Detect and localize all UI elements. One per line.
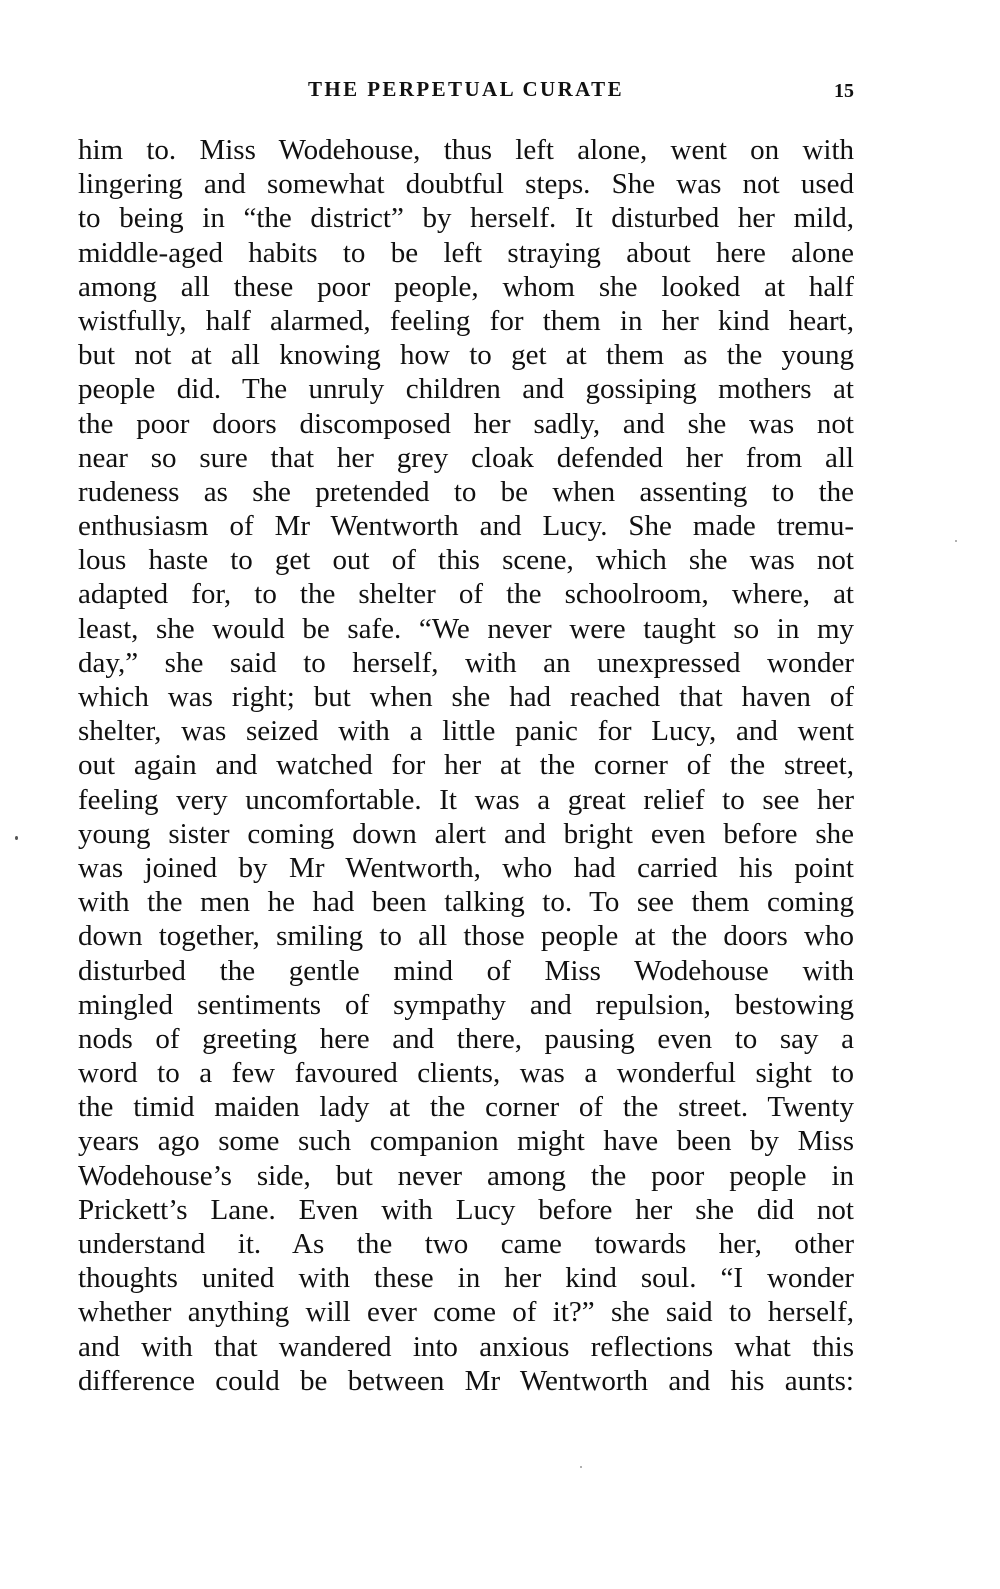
text-line: understand it. As the two came towards her, other — [78, 1228, 854, 1260]
text-line: among all these poor people, whom she looked at half — [78, 270, 854, 303]
text-line: mingled sentiments of sympathy and repulsion, bestowing — [78, 988, 854, 1021]
body-text — [78, 133, 854, 1398]
text-line: middle-aged habits to be left straying about here alone — [78, 236, 854, 269]
text-line: near so sure that her grey cloak defended her from all — [78, 441, 854, 474]
text-line: whether anything will ever come of it?” she said to herself, — [78, 1296, 854, 1329]
text-line: the timid maiden lady at the corner of the street. Twenty — [78, 1091, 854, 1124]
scan-speck — [580, 1466, 582, 1468]
scan-speck — [15, 836, 18, 840]
page-number: 15 — [834, 80, 854, 102]
text-line: shelter, was seized with a little panic for Lucy, and went — [78, 715, 854, 748]
text-line: years ago some such companion might have been by Miss — [78, 1125, 854, 1158]
text-line: difference could be between Mr Wentworth and his aunts: — [78, 1364, 854, 1397]
text-line: word to a few favoured clients, was a wonderful sight to — [78, 1057, 854, 1090]
running-title: THE PERPETUAL CURATE — [308, 77, 624, 101]
text-line: nods of greeting here and there, pausing even to say a — [78, 1022, 854, 1055]
text-line: the poor doors discomposed her sadly, and she was not — [78, 407, 854, 440]
text-line: disturbed the gentle mind of Miss Wodehouse with — [78, 954, 854, 987]
text-line: rudeness as she pretended to be when assenting to the — [78, 475, 854, 508]
text-line: young sister coming down alert and bright even before she — [78, 817, 854, 850]
text-line: was joined by Mr Wentworth, who had carried his point — [78, 851, 854, 884]
text-line: with the men he had been talking to. To see them coming — [78, 886, 854, 919]
text-line: lingering and somewhat doubtful steps. She was not used — [78, 168, 854, 201]
scan-speck — [955, 540, 957, 542]
text-line: adapted for, to the shelter of the schoolroom, where, at — [78, 578, 854, 611]
text-line: him to. Miss Wodehouse, thus left alone, went on with — [78, 134, 854, 166]
text-line: which was right; but when she had reached that haven of — [78, 681, 854, 713]
text-line: out again and watched for her at the corner of the street, — [78, 749, 854, 782]
text-line: feeling very uncomfortable. It was a great relief to see her — [78, 783, 854, 816]
running-head — [78, 74, 854, 104]
text-line: thoughts united with these in her kind soul. “I wonder — [78, 1262, 854, 1295]
text-line: people did. The unruly children and gossiping mothers at — [78, 373, 854, 406]
text-line: down together, smiling to all those people at the doors who — [78, 920, 854, 953]
text-line: day,” she said to herself, with an unexpressed wonder — [78, 646, 854, 679]
text-line: and with that wandered into anxious reflections what this — [78, 1330, 854, 1363]
text-line: lous haste to get out of this scene, which she was not — [78, 544, 854, 577]
text-line: Wodehouse’s side, but never among the poor people in — [78, 1159, 854, 1192]
text-line: Prickett’s Lane. Even with Lucy before her she did not — [78, 1193, 854, 1226]
text-line: to being in “the district” by herself. It disturbed her mild, — [78, 202, 854, 235]
text-line: least, she would be safe. “We never were taught so in my — [78, 612, 854, 645]
text-line: enthusiasm of Mr Wentworth and Lucy. She made tremu- — [78, 510, 854, 543]
text-line: but not at all knowing how to get at them as the young — [78, 339, 854, 372]
text-line: wistfully, half alarmed, feeling for them in her kind heart, — [78, 304, 854, 337]
